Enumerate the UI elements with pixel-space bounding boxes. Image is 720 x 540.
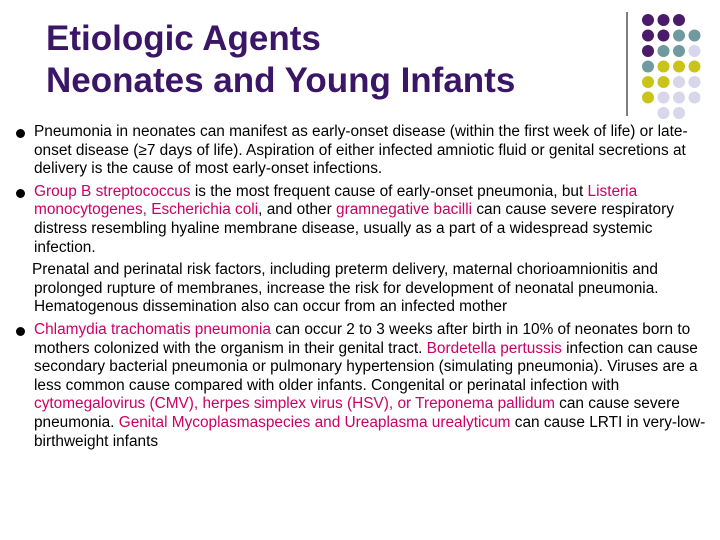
decorative-dot	[642, 14, 654, 26]
bullet-icon	[16, 189, 25, 198]
paragraph-2-text-b: , and other	[258, 201, 337, 219]
decorative-dot	[689, 45, 701, 57]
decorative-dot	[642, 92, 654, 104]
organism-viruses-treponema: cytomegalovirus (CMV), herpes simplex virus (HSV), or Treponema pallidum	[34, 395, 555, 413]
bullet-icon	[16, 129, 25, 138]
decorative-dot	[658, 45, 670, 57]
paragraph-3-text: Prenatal and perinatal risk factors, including preterm delivery, maternal chorioamnionitis and prolonged rupture of membranes, increase the risk for development of neonatal pneumonia. Hematogenous dissemination also can occur from an infected mother	[32, 261, 659, 316]
decorative-dot	[689, 76, 701, 88]
paragraph-2-text-c: can cause severe respiratory distress resembling hyaline membrane disease, usually as a part of a widespread systemic infection.	[34, 201, 674, 256]
decorative-dot	[689, 61, 701, 73]
decorative-dot	[658, 30, 670, 42]
paragraph-4-text-d: can cause LRTI in very-low-birthweight infants	[34, 413, 706, 450]
slide-body	[16, 123, 716, 455]
decorative-dot	[689, 92, 701, 104]
organism-mycoplasma-ureaplasma: Genital Mycoplasmaspecies and Ureaplasma urealyticum	[118, 413, 511, 431]
decorative-dot	[642, 45, 654, 57]
paragraph-4-text-a: can occur 2 to 3 weeks after birth in 10% of neonates born to mothers colonized with the organism in their genital tract.	[34, 320, 691, 357]
slide-title-line1: Etiologic Agents	[46, 19, 321, 58]
bullet-paragraph-4	[16, 321, 716, 451]
organism-bordetella: Bordetella pertussis	[426, 339, 562, 357]
decorative-dot	[642, 61, 654, 73]
paragraph-1-text: Pneumonia in neonates can manifest as early-onset disease (within the first week of life) or late-onset disease (≥7 days of life). Aspiration of either infected amniotic fluid or genital secretions at delivery is the cause of most early-onset infections.	[34, 123, 688, 178]
decorative-dot	[673, 107, 685, 119]
organism-chlamydia: Chlamydia trachomatis pneumonia	[34, 320, 271, 338]
slide-title-line2: Neonates and Young Infants	[46, 61, 516, 100]
decorative-dot	[673, 45, 685, 57]
bullet-paragraph-1	[16, 123, 716, 179]
paragraph-3	[16, 261, 716, 317]
decorative-dot	[673, 14, 685, 26]
bullet-icon	[16, 327, 25, 336]
decorative-dot-grid	[640, 12, 715, 122]
organism-gramnegative-bacilli: gramnegative bacilli	[336, 201, 473, 219]
decorative-dot	[673, 61, 685, 73]
paragraph-2-text-a: is the most frequent cause of early-onset pneumonia, but	[190, 182, 588, 200]
decorative-dot	[642, 76, 654, 88]
decorative-dot	[658, 92, 670, 104]
slide-title	[46, 18, 515, 102]
decorative-dot	[673, 76, 685, 88]
bullet-paragraph-2	[16, 183, 716, 257]
organism-listeria-ecoli: Listeria monocytogenes, Escherichia coli	[34, 182, 638, 219]
decorative-dot	[658, 107, 670, 119]
decorative-dot	[673, 92, 685, 104]
paragraph-4-text-b: infection can cause secondary bacterial pneumonia or pulmonary hypertension (simulating pneumonia). Viruses are a less common cause compared with older infants. Congenital or perinatal infection with	[34, 339, 698, 394]
title-divider	[626, 12, 628, 116]
decorative-dot	[658, 14, 670, 26]
decorative-dot	[658, 61, 670, 73]
decorative-dot	[689, 30, 701, 42]
paragraph-4-text-c: can cause severe pneumonia.	[34, 395, 680, 431]
decorative-dot	[658, 76, 670, 88]
decorative-dot	[673, 30, 685, 42]
decorative-dot	[642, 30, 654, 42]
organism-group-b-strep: Group B streptococcus	[34, 182, 191, 200]
